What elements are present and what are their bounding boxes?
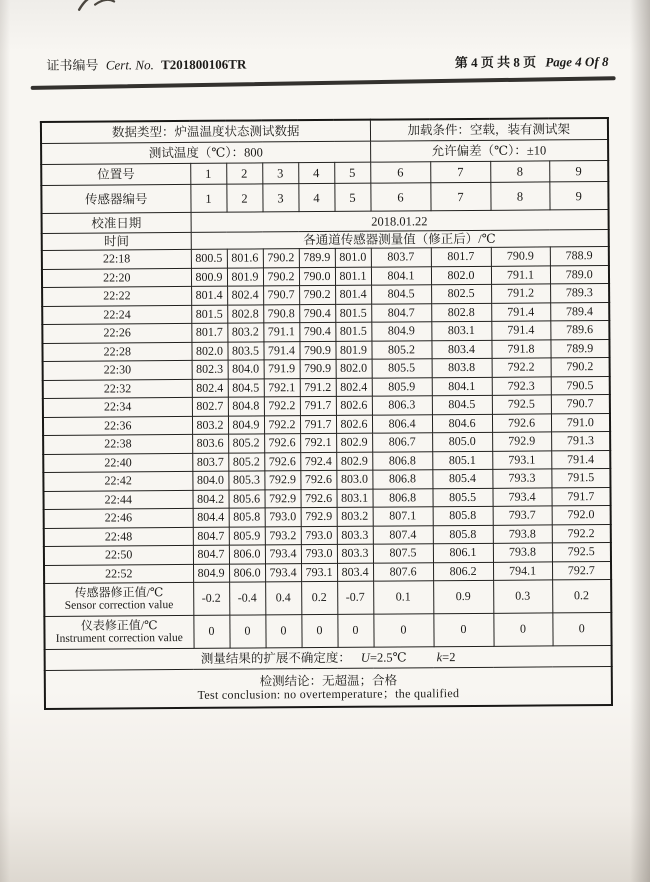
sensor-correction-row: [44, 580, 611, 617]
sensor-number-4: 4: [298, 183, 334, 211]
measurement-value-7: 803.1: [431, 321, 491, 340]
measurement-value-6: 806.8: [372, 470, 432, 489]
instrument-correction-value-1: 0: [193, 615, 229, 648]
instrument-correction-value-8: 0: [493, 613, 552, 646]
time-cell: 22:30: [43, 360, 192, 380]
document-header: [46, 51, 608, 74]
measurement-value-4: 791.7: [300, 415, 336, 434]
instrument-correction-label: [44, 615, 193, 649]
measurement-value-1: 804.9: [193, 564, 229, 583]
certificate-number-block: [46, 54, 250, 74]
measurement-value-3: 790.2: [263, 267, 299, 286]
instrument-correction-value-3: 0: [265, 615, 301, 648]
data-type-cell: 数据类型：炉温温度状态测试数据: [41, 120, 370, 144]
measurement-value-8: 793.8: [493, 524, 552, 543]
measurement-value-6: 806.8: [372, 488, 432, 507]
measurement-value-7: 802.5: [431, 284, 491, 303]
measurement-value-8: 793.1: [492, 450, 551, 469]
cert-number: T201800106TR: [161, 56, 247, 73]
measurement-value-3: 792.2: [264, 397, 300, 416]
measurement-value-7: 804.1: [432, 377, 492, 396]
measurement-value-5: 802.0: [336, 359, 372, 378]
measurement-value-1: 800.5: [191, 249, 227, 268]
measurement-value-4: 793.0: [301, 544, 337, 563]
time-cell: 22:52: [44, 564, 193, 584]
uncertainty-label: 测量结果的扩展不确定度：: [200, 650, 351, 666]
calibration-date-value: 2018.01.22: [191, 210, 609, 233]
time-cell: 22:48: [44, 527, 193, 547]
measurement-value-7: 805.5: [432, 488, 492, 507]
measurement-value-5: 803.2: [337, 507, 373, 526]
instrument-correction-value-7: 0: [433, 613, 493, 646]
measurement-value-8: 792.5: [492, 395, 551, 414]
measurement-value-5: 801.0: [335, 248, 371, 267]
instrument-correction-value-4: 0: [301, 614, 337, 647]
measurement-value-2: 804.9: [228, 415, 264, 434]
measurement-value-6: 806.3: [372, 396, 432, 415]
measurement-value-1: 800.9: [191, 268, 227, 287]
measurement-value-5: 802.6: [336, 415, 372, 434]
measurement-value-9: 789.3: [550, 284, 609, 303]
position-value-5: 5: [334, 162, 370, 183]
measurement-value-8: 793.3: [492, 469, 551, 488]
time-cell: 22:36: [43, 416, 192, 436]
measurement-value-4: 792.1: [300, 433, 336, 452]
sensor-correction-value-6: 0.1: [373, 581, 433, 614]
measurement-value-1: 803.2: [192, 416, 228, 435]
measurement-value-9: 792.7: [552, 561, 611, 580]
measurement-value-3: 792.9: [264, 471, 300, 490]
measurement-value-7: 805.8: [433, 525, 493, 544]
measurement-value-4: 792.9: [301, 507, 337, 526]
measurement-value-8: 792.6: [492, 413, 551, 432]
sensor-number-7: 7: [430, 182, 490, 210]
measurement-value-3: 791.1: [263, 323, 299, 342]
instrument-correction-label-en: Instrument correction value: [55, 632, 183, 646]
load-condition-cell: 加载条件：空载，装有测试架: [370, 118, 608, 141]
measurement-value-8: 793.7: [493, 506, 552, 525]
measurement-value-7: 804.6: [432, 414, 492, 433]
sensor-correction-value-8: 0.3: [493, 580, 552, 613]
table-foot-section: [44, 580, 612, 709]
sensor-correction-value-5: -0.7: [337, 581, 373, 614]
measurement-value-2: 803.5: [227, 341, 263, 360]
measurement-value-6: 806.8: [372, 451, 432, 470]
measurement-value-1: 802.4: [192, 379, 228, 398]
measurement-value-7: 804.5: [432, 395, 492, 414]
instrument-correction-value-5: 0: [337, 614, 373, 647]
sensor-correction-label: [44, 582, 193, 616]
measurement-value-3: 792.6: [264, 452, 300, 471]
sensor-number-row: [41, 182, 608, 214]
sensor-number-8: 8: [490, 182, 549, 210]
conclusion-en: Test conclusion: no overtemperature；the qualified: [197, 685, 460, 702]
measurement-value-4: 793.1: [301, 563, 337, 582]
time-label: 时间: [42, 232, 191, 250]
measurement-value-9: 791.3: [551, 432, 610, 451]
measurement-value-9: 789.0: [550, 265, 609, 284]
measurement-value-3: 791.4: [263, 341, 299, 360]
sensor-label: 传感器编号: [41, 184, 190, 213]
header-rule: [31, 76, 616, 90]
sensor-number-2: 2: [226, 184, 262, 212]
position-value-2: 2: [226, 163, 262, 184]
measurement-value-1: 801.4: [191, 286, 227, 305]
uncertainty-k-symbol: k: [436, 650, 443, 665]
measurement-value-3: 792.1: [264, 378, 300, 397]
sensor-correction-value-9: 0.2: [552, 580, 611, 613]
handwritten-mark: [65, 0, 125, 18]
measurement-value-2: 806.0: [229, 563, 265, 582]
position-label: 位置号: [41, 163, 190, 185]
measurement-value-1: 803.6: [192, 434, 228, 453]
measurement-value-2: 805.6: [228, 489, 264, 508]
measurement-value-9: 791.7: [551, 487, 610, 506]
measurement-value-5: 801.5: [335, 322, 371, 341]
measurement-value-9: 791.5: [551, 469, 610, 488]
measurement-value-8: 792.9: [492, 432, 551, 451]
measurement-value-7: 803.4: [431, 340, 491, 359]
measurement-value-6: 803.7: [371, 248, 431, 267]
time-cell: 22:26: [42, 323, 191, 343]
measurement-value-3: 793.4: [265, 563, 301, 582]
instrument-correction-value-6: 0: [373, 614, 433, 647]
measurement-value-1: 804.7: [193, 527, 229, 546]
measurement-value-2: 802.8: [227, 304, 263, 323]
measurement-value-3: 793.0: [265, 508, 301, 527]
position-value-8: 8: [490, 161, 549, 182]
measurement-value-3: 790.2: [263, 249, 299, 268]
allowed-deviation-cell: 允许偏差（℃）：±10: [370, 140, 608, 163]
measurement-value-6: 807.1: [373, 507, 433, 526]
measurement-value-2: 805.8: [229, 508, 265, 527]
measurement-value-6: 807.6: [373, 562, 433, 581]
measurement-value-5: 801.5: [335, 304, 371, 323]
measurement-value-4: 790.2: [299, 285, 335, 304]
time-cell: 22:44: [43, 490, 192, 510]
instrument-correction-row: [44, 613, 611, 650]
conclusion-row: [45, 667, 612, 709]
measurement-value-7: 801.7: [431, 247, 491, 266]
measurement-value-3: 791.9: [264, 360, 300, 379]
measurement-value-4: 791.2: [300, 378, 336, 397]
measurement-value-8: 791.2: [491, 284, 550, 303]
time-cell: 22:22: [42, 286, 191, 306]
measurement-value-1: 804.4: [193, 508, 229, 527]
measurement-value-5: 803.1: [336, 489, 372, 508]
calibration-data-table: [40, 117, 613, 710]
sensor-number-6: 6: [370, 183, 430, 211]
measurement-value-5: 803.4: [337, 563, 373, 582]
measurement-value-4: 790.9: [300, 359, 336, 378]
measurement-value-4: 791.7: [300, 396, 336, 415]
time-cell: 22:34: [43, 397, 192, 417]
calibration-date-label: 校准日期: [42, 212, 191, 233]
measurement-value-9: 788.9: [550, 247, 609, 266]
page-indicator-cn: 第 4 页 共 8 页: [454, 54, 537, 71]
measurement-value-3: 792.6: [264, 434, 300, 453]
time-cell: 22:32: [43, 379, 192, 399]
measurement-value-6: 805.2: [371, 340, 431, 359]
position-value-4: 4: [298, 162, 334, 183]
uncertainty-k-value: =2: [442, 650, 456, 665]
measurement-value-6: 805.9: [372, 377, 432, 396]
position-value-3: 3: [262, 163, 298, 184]
measurement-value-6: 806.7: [372, 433, 432, 452]
measurement-value-2: 803.2: [227, 323, 263, 342]
measurement-value-9: 789.6: [550, 321, 609, 340]
measurement-value-2: 805.2: [228, 452, 264, 471]
time-cell: 22:24: [42, 305, 191, 325]
measurement-value-9: 790.7: [551, 395, 610, 414]
sensor-number-1: 1: [190, 184, 226, 212]
measurement-value-7: 802.0: [431, 266, 491, 285]
measurement-value-8: 793.4: [492, 487, 551, 506]
measurement-value-6: 804.1: [371, 266, 431, 285]
measurement-value-4: 789.9: [299, 248, 335, 267]
measurement-value-6: 804.5: [371, 285, 431, 304]
measurement-value-7: 802.8: [431, 303, 491, 322]
position-value-6: 6: [370, 162, 430, 183]
measurement-value-1: 804.2: [192, 490, 228, 509]
position-value-9: 9: [549, 161, 608, 182]
measurement-value-1: 802.3: [192, 360, 228, 379]
sensor-correction-label-cn: 传感器修正值/℃: [74, 584, 164, 600]
measurement-value-3: 792.9: [264, 489, 300, 508]
measurement-value-8: 791.4: [491, 302, 550, 321]
measurement-value-3: 793.4: [265, 545, 301, 564]
measurement-value-9: 791.4: [551, 450, 610, 469]
channels-header-cell: 各通道传感器测量值（修正后）/℃: [191, 230, 609, 250]
measurement-value-8: 791.1: [491, 265, 550, 284]
measurement-value-6: 805.5: [372, 359, 432, 378]
measurement-value-9: 789.4: [550, 302, 609, 321]
instrument-correction-value-9: 0: [552, 613, 611, 646]
sensor-number-9: 9: [549, 182, 608, 210]
measurement-value-4: 793.0: [301, 526, 337, 545]
cert-label-cn: 证书编号: [46, 57, 99, 73]
measurement-value-1: 802.7: [192, 397, 228, 416]
measurement-value-7: 805.1: [432, 451, 492, 470]
sensor-correction-label-en: Sensor correction value: [64, 599, 174, 613]
measurement-value-5: 803.3: [337, 544, 373, 563]
measurement-value-1: 801.7: [191, 323, 227, 342]
measurement-value-3: 792.2: [264, 415, 300, 434]
instrument-correction-label-cn: 仪表修正值/℃: [80, 618, 158, 633]
measurement-value-2: 801.6: [227, 249, 263, 268]
time-cell: 22:18: [42, 249, 191, 269]
measurement-value-7: 805.4: [432, 469, 492, 488]
measurement-value-4: 792.6: [300, 489, 336, 508]
time-cell: 22:40: [43, 453, 192, 473]
measurement-value-5: 803.0: [336, 470, 372, 489]
measurement-value-5: 801.4: [335, 285, 371, 304]
time-cell: 22:50: [44, 545, 193, 565]
measurement-value-5: 801.1: [335, 267, 371, 286]
measurement-value-2: 804.8: [228, 397, 264, 416]
measurement-value-7: 806.2: [433, 562, 493, 581]
time-cell: 22:28: [42, 342, 191, 362]
sensor-correction-value-4: 0.2: [301, 581, 337, 614]
measurement-value-2: 802.4: [227, 286, 263, 305]
measurement-value-2: 805.3: [228, 471, 264, 490]
measurement-value-5: 802.9: [336, 452, 372, 471]
sensor-number-3: 3: [262, 184, 298, 212]
measurement-value-8: 791.8: [491, 339, 550, 358]
measurement-value-7: 803.8: [432, 358, 492, 377]
measurement-value-2: 805.2: [228, 434, 264, 453]
time-cell: 22:20: [42, 268, 191, 288]
measurement-value-5: 803.3: [337, 526, 373, 545]
measurement-value-4: 792.4: [300, 452, 336, 471]
measurement-value-3: 790.7: [263, 286, 299, 305]
measurement-value-2: 801.9: [227, 267, 263, 286]
measurement-value-8: 792.2: [492, 358, 551, 377]
measurement-value-3: 790.8: [263, 304, 299, 323]
measurement-value-9: 791.0: [551, 413, 610, 432]
measurement-value-4: 790.4: [299, 304, 335, 323]
measurement-value-2: 804.0: [228, 360, 264, 379]
instrument-correction-value-2: 0: [229, 615, 265, 648]
uncertainty-u-value: =2.5℃: [369, 650, 407, 665]
measurement-value-5: 802.4: [336, 378, 372, 397]
measurement-value-5: 801.9: [335, 341, 371, 360]
sensor-correction-value-2: -0.4: [229, 582, 265, 615]
measurement-value-4: 790.0: [299, 267, 335, 286]
measurement-value-4: 790.9: [299, 341, 335, 360]
measurement-value-6: 804.9: [371, 322, 431, 341]
measurement-value-9: 792.2: [552, 524, 611, 543]
measurement-value-9: 792.0: [552, 506, 611, 525]
measurement-value-6: 804.7: [371, 303, 431, 322]
measurement-value-2: 805.9: [229, 526, 265, 545]
measurement-value-9: 790.2: [551, 358, 610, 377]
measurement-value-2: 804.5: [228, 378, 264, 397]
measurement-rows-section: [42, 247, 611, 584]
measurement-value-6: 806.4: [372, 414, 432, 433]
time-cell: 22:46: [44, 508, 193, 528]
measurement-value-8: 794.1: [493, 561, 552, 580]
sensor-correction-value-3: 0.4: [265, 582, 301, 615]
uncertainty-u-symbol: U: [360, 650, 370, 665]
measurement-value-1: 804.0: [192, 471, 228, 490]
measurement-value-6: 807.5: [373, 544, 433, 563]
measurement-value-9: 790.5: [551, 376, 610, 395]
time-cell: 22:42: [43, 471, 192, 491]
measurement-value-8: 792.3: [492, 376, 551, 395]
measurement-value-1: 803.7: [192, 453, 228, 472]
sensor-correction-value-7: 0.9: [433, 580, 493, 613]
conclusion-cn: 检测结论：无超温；合格: [259, 673, 398, 689]
measurement-value-3: 793.2: [265, 526, 301, 545]
time-cell: 22:38: [43, 434, 192, 454]
table-head-section: [41, 118, 609, 250]
measurement-value-9: 789.9: [550, 339, 609, 358]
sensor-number-5: 5: [334, 183, 370, 211]
position-value-1: 1: [190, 163, 226, 184]
measurement-value-5: 802.9: [336, 433, 372, 452]
measurement-value-8: 790.9: [491, 247, 550, 266]
measurement-value-1: 802.0: [191, 342, 227, 361]
measurement-value-1: 804.7: [193, 545, 229, 564]
page-indicator-en: Page 4 Of 8: [545, 54, 609, 70]
measurement-value-1: 801.5: [191, 305, 227, 324]
test-temperature-cell: 测试温度（℃）：800: [41, 141, 370, 164]
measurement-value-7: 805.0: [432, 432, 492, 451]
cert-label-en: Cert. No.: [105, 57, 154, 73]
sensor-correction-value-1: -0.2: [193, 582, 229, 615]
measurement-value-5: 802.6: [336, 396, 372, 415]
position-value-7: 7: [430, 161, 490, 182]
page-indicator-block: [449, 51, 609, 71]
measurement-value-4: 792.6: [300, 470, 336, 489]
measurement-value-7: 805.8: [433, 506, 493, 525]
conclusion-cell: [45, 667, 612, 709]
measurement-value-7: 806.1: [433, 543, 493, 562]
measurement-value-8: 791.4: [491, 321, 550, 340]
measurement-value-9: 792.5: [552, 543, 611, 562]
measurement-value-8: 793.8: [493, 543, 552, 562]
measurement-value-2: 806.0: [229, 545, 265, 564]
measurement-value-4: 790.4: [299, 322, 335, 341]
measurement-value-6: 807.4: [373, 525, 433, 544]
